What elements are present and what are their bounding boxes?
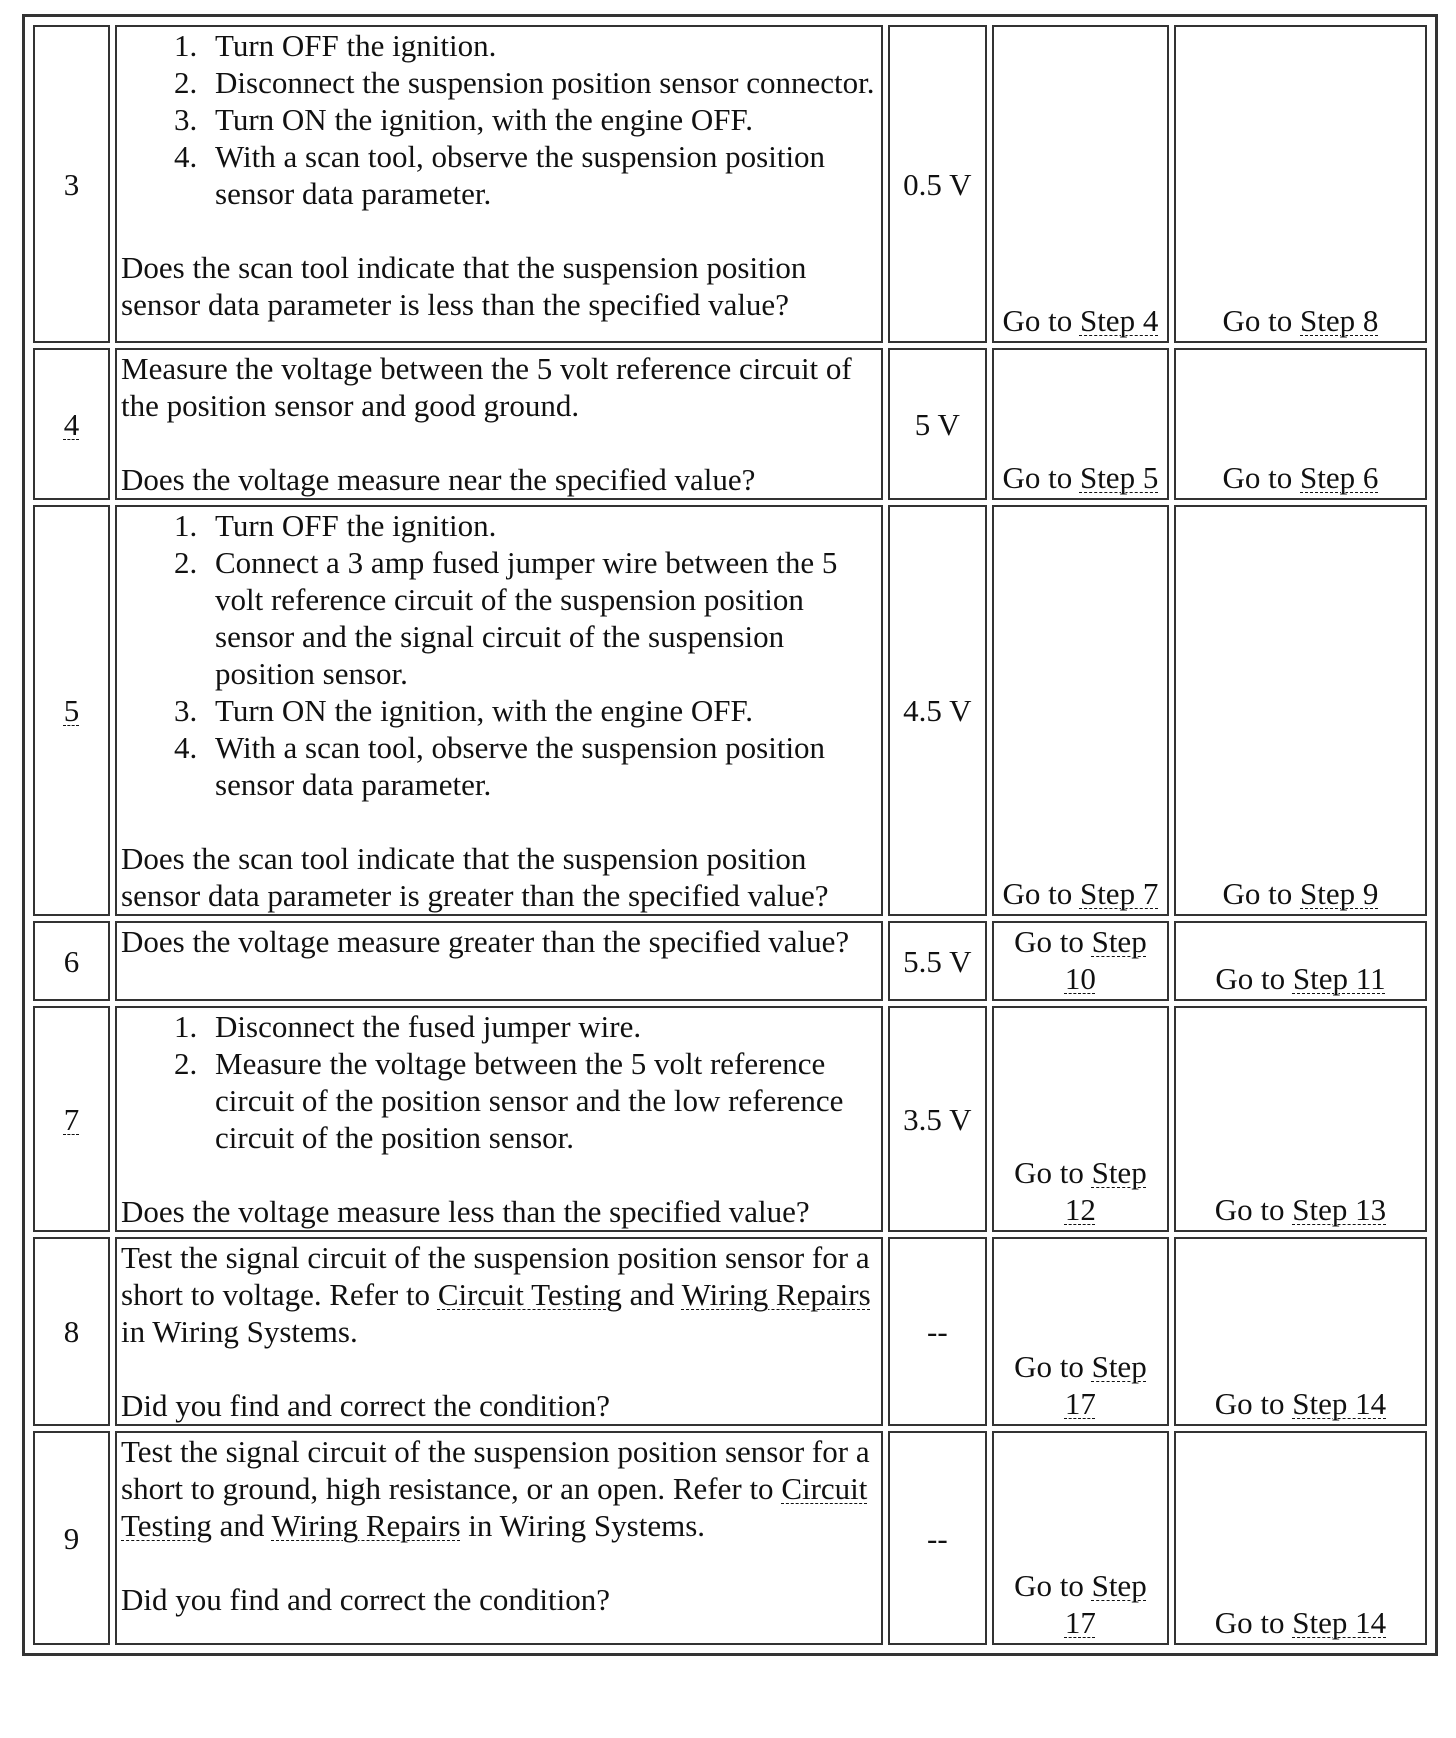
spec-value: -- — [888, 1431, 987, 1645]
question-text: Did you find and correct the condition? — [121, 1388, 610, 1423]
list-item: 4. With a scan tool, observe the suspension position sensor data parameter. — [205, 729, 877, 803]
list-item: 4. With a scan tool, observe the suspension position sensor data parameter. — [205, 138, 877, 212]
diagnostic-table-frame — [22, 14, 1438, 1656]
wiring-repairs-link[interactable]: Wiring Repairs — [271, 1508, 461, 1543]
goto-no-link[interactable]: Go to Step 8 — [1222, 303, 1379, 338]
spec-value: 5 V — [888, 348, 987, 500]
question-text: Does the voltage measure greater than the specified value? — [121, 924, 850, 959]
action-text: Test the signal circuit of the suspension position sensor for a short to ground, high resistance, or an open. Refer to Circuit Testing and Wiring Repairs in Wiring Systems. — [121, 1434, 870, 1543]
action-cell — [115, 25, 883, 343]
goto-no-link[interactable]: Go to Step 9 — [1222, 876, 1379, 911]
table-row — [33, 921, 1427, 1001]
table-row — [33, 1237, 1427, 1426]
list-item: 2. Measure the voltage between the 5 volt reference circuit of the position sensor and the low reference circuit of the position sensor. — [205, 1045, 877, 1156]
goto-yes-link[interactable]: Go to Step 12 — [1014, 1155, 1147, 1227]
spec-value: 0.5 V — [888, 25, 987, 343]
list-item: 3. Turn ON the ignition, with the engine OFF. — [205, 692, 877, 729]
goto-yes-link[interactable]: Go to Step 10 — [1014, 924, 1147, 996]
question-text: Does the voltage measure less than the specified value? — [121, 1194, 810, 1229]
step-number — [33, 505, 110, 916]
no-cell — [1174, 505, 1427, 916]
step-link[interactable]: 7 — [63, 1101, 80, 1137]
goto-no-link[interactable]: Go to Step 14 — [1214, 1386, 1387, 1421]
goto-no-link[interactable]: Go to Step 14 — [1214, 1605, 1387, 1640]
step-number: 3 — [33, 25, 110, 343]
no-cell — [1174, 1006, 1427, 1232]
yes-cell — [992, 921, 1169, 1001]
list-item: 3. Turn ON the ignition, with the engine OFF. — [205, 101, 877, 138]
no-cell — [1174, 348, 1427, 500]
no-cell — [1174, 1431, 1427, 1645]
step-number — [33, 1006, 110, 1232]
table-row — [33, 1006, 1427, 1232]
action-list — [121, 1008, 877, 1156]
goto-yes-link[interactable]: Go to Step 4 — [1002, 303, 1159, 338]
list-item: 2. Disconnect the suspension position sensor connector. — [205, 64, 877, 101]
goto-yes-link[interactable]: Go to Step 5 — [1002, 460, 1159, 495]
goto-yes-link[interactable]: Go to Step 17 — [1014, 1568, 1147, 1640]
spec-value: 4.5 V — [888, 505, 987, 916]
action-cell — [115, 1431, 883, 1645]
action-cell — [115, 921, 883, 1001]
action-list — [121, 27, 877, 212]
action-text: Measure the voltage between the 5 volt reference circuit of the position sensor and good ground. — [121, 351, 852, 423]
goto-yes-link[interactable]: Go to Step 7 — [1002, 876, 1159, 911]
question-text: Does the voltage measure near the specified value? — [121, 462, 756, 497]
action-cell — [115, 1006, 883, 1232]
goto-yes-link[interactable]: Go to Step 17 — [1014, 1349, 1147, 1421]
question-text: Did you find and correct the condition? — [121, 1582, 610, 1617]
step-link[interactable]: 4 — [63, 406, 80, 442]
wiring-repairs-link[interactable]: Wiring Repairs — [681, 1277, 871, 1312]
yes-cell — [992, 348, 1169, 500]
yes-cell — [992, 1431, 1169, 1645]
spec-value: -- — [888, 1237, 987, 1426]
diagnostic-table — [28, 20, 1432, 1650]
yes-cell — [992, 25, 1169, 343]
step-number — [33, 348, 110, 500]
action-cell — [115, 505, 883, 916]
action-cell — [115, 1237, 883, 1426]
action-list — [121, 507, 877, 803]
no-cell — [1174, 25, 1427, 343]
yes-cell — [992, 505, 1169, 916]
table-row — [33, 1431, 1427, 1645]
step-number: 8 — [33, 1237, 110, 1426]
circuit-testing-link[interactable]: Circuit Testing — [121, 1471, 868, 1543]
step-link[interactable]: 5 — [63, 693, 80, 728]
yes-cell — [992, 1237, 1169, 1426]
list-item: 1. Disconnect the fused jumper wire. — [205, 1008, 877, 1045]
no-cell — [1174, 1237, 1427, 1426]
question-text: Does the scan tool indicate that the suspension position sensor data parameter is greater than the specified value? — [121, 841, 829, 913]
action-cell — [115, 348, 883, 500]
no-cell — [1174, 921, 1427, 1001]
goto-no-link[interactable]: Go to Step 6 — [1222, 460, 1379, 495]
spec-value: 5.5 V — [888, 921, 987, 1001]
table-row — [33, 348, 1427, 500]
list-item: 1. Turn OFF the ignition. — [205, 27, 877, 64]
circuit-testing-link[interactable]: Circuit Testing — [437, 1277, 622, 1312]
step-number: 6 — [33, 921, 110, 1001]
spec-value: 3.5 V — [888, 1006, 987, 1232]
list-item: 1. Turn OFF the ignition. — [205, 507, 877, 544]
goto-no-link[interactable]: Go to Step 13 — [1214, 1192, 1387, 1227]
table-row — [33, 25, 1427, 343]
action-text: Test the signal circuit of the suspension position sensor for a short to voltage. Refer to Circuit Testing and Wiring Repairs in Wiring Systems. — [121, 1240, 871, 1349]
step-number: 9 — [33, 1431, 110, 1645]
question-text: Does the scan tool indicate that the suspension position sensor data parameter is less than the specified value? — [121, 250, 807, 322]
goto-no-link[interactable]: Go to Step 11 — [1215, 961, 1386, 996]
yes-cell — [992, 1006, 1169, 1232]
list-item: 2. Connect a 3 amp fused jumper wire between the 5 volt reference circuit of the suspension position sensor and the signal circuit of the suspension position sensor. — [205, 544, 877, 692]
table-row — [33, 505, 1427, 916]
